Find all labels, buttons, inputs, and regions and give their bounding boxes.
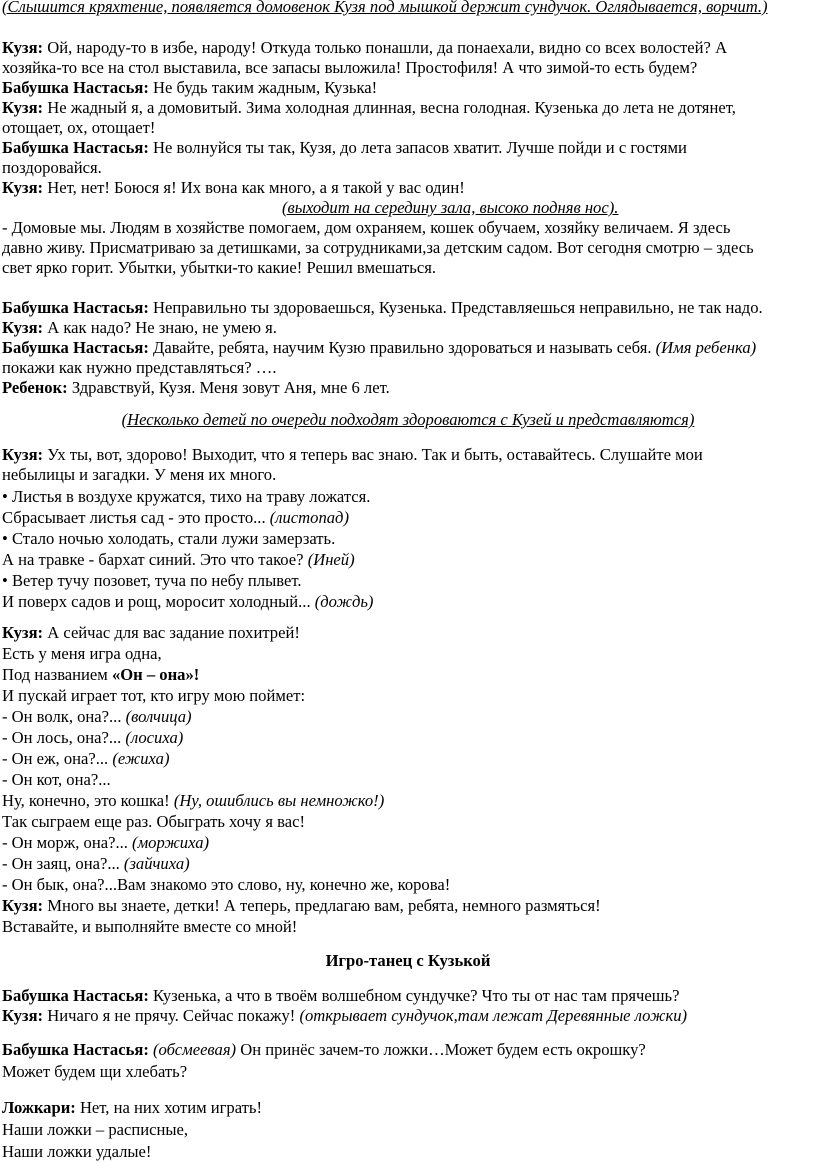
speaker-kuzya: Кузя: — [2, 178, 44, 197]
riddle-2-answer: (Иней) — [307, 550, 355, 569]
speaker-kuzya: Кузя: — [2, 896, 44, 915]
speaker-babushka: Бабушка Настасья: — [2, 298, 149, 317]
game-q3: - Он еж, она?... (ежиха) — [2, 749, 170, 768]
speaker-kuzya: Кузя: — [2, 38, 44, 57]
speaker-kuzya: Кузя: — [2, 1006, 44, 1025]
paragraph-lozhkari-line3: Наши ложки удалые! — [2, 1142, 152, 1161]
speaker-kuzya: Кузя: — [2, 318, 44, 337]
stage-direction-1: (выходит на середину зала, высоко подняв нос). — [282, 198, 619, 217]
paragraph-kuzya-4: Кузя: А как надо? Не знаю, не умею я. — [2, 318, 277, 337]
paragraph-kuzya-6-line2: Вставайте, и выполняйте вместе со мной! — [2, 917, 298, 936]
game-line5: Ну, конечно, это кошка! (Ну, ошиблись вы немножко!) — [2, 791, 385, 810]
riddle-3-line1: • Ветер тучу позовет, туча по небу плывет. — [2, 571, 302, 590]
game-intro: Кузя: А сейчас для вас задание похитрей! — [2, 623, 300, 642]
riddle-1-answer: (листопад) — [269, 508, 349, 527]
riddle-2-line2: А на травке - бархат синий. Это что такое? (Иней) — [2, 550, 355, 569]
paragraph-babushka-2-line2: поздоровайся. — [2, 158, 102, 177]
game-q4: - Он кот, она?... — [2, 770, 111, 789]
speaker-kuzya: Кузя: — [2, 445, 44, 464]
paragraph-babushka-6-line2: Может будем щи хлебать? — [2, 1062, 188, 1081]
paragraph-kuzya-1-line2: хозяйка-то все на стол выставила, все запасы выложила! Простофиля! А что зимой-то есть будем? — [2, 58, 698, 77]
speaker-kuzya: Кузя: — [2, 623, 44, 642]
paragraph-babushka-3: Бабушка Настасья: Неправильно ты здороваешься, Кузенька. Представляешься неправильно, не так надо. — [2, 298, 763, 317]
paragraph-babushka-6: Бабушка Настасья: (обсмеевая) Он принёс зачем-то ложки…Может будем есть окрошку? — [2, 1040, 646, 1059]
paragraph-kuzya-3: Кузя: Нет, нет! Боюся я! Их вона как много, а я такой у вас один! — [2, 178, 465, 197]
game-line6: Так сыграем еще раз. Обыграть хочу я вас! — [2, 812, 306, 831]
paragraph-babushka-5: Бабушка Настасья: Кузенька, а что в твоём волшебном сундучке? Что ты от нас там прячешь? — [2, 986, 680, 1005]
paragraph-rebenok: Ребенок: Здравствуй, Кузя. Меня зовут Аня, мне 6 лет. — [2, 378, 390, 397]
paragraph-kuzya-2: Кузя: Не жадный я, а домовитый. Зима холодная длинная, весна голодная. Кузенька до лета не дотянет, — [2, 98, 736, 117]
riddle-1-line1: • Листья в воздухе кружатся, тихо на траву ложатся. — [2, 487, 371, 506]
paragraph-kuzya-1: Кузя: Ой, народу-то в избе, народу! Откуда только понашли, да понаехали, видно со всех волостей? А — [2, 38, 728, 57]
riddle-1-line2: Сбрасывает листья сад - это просто... (листопад) — [2, 508, 349, 527]
paragraph-domovye-line3: свет ярко горит. Убытки, убытки-то какие! Решил вмешаться. — [2, 258, 436, 277]
speaker-babushka: Бабушка Настасья: — [2, 1040, 149, 1059]
speaker-babushka: Бабушка Настасья: — [2, 78, 149, 97]
riddle-2-line1: • Стало ночью холодать, стали лужи замерзать. — [2, 529, 336, 548]
stage-direction-intro: (Слышится кряхтение, появляется домовенок Кузя под мышкой держит сундучок. Оглядывается, ворчит.) — [2, 0, 768, 16]
section-heading: Игро-танец с Кузькой — [325, 951, 491, 970]
game-q7: - Он заяц, она?... (зайчиха) — [2, 854, 190, 873]
game-q8: - Он бык, она?...Вам знакомо это слово, ну, конечно же, корова! — [2, 875, 451, 894]
game-q2: - Он лось, она?... (лосиха) — [2, 728, 184, 747]
paragraph-kuzya-7: Кузя: Ничаго я не прячу. Сейчас покажу! (открывает сундучок,там лежат Деревянные ложки) — [2, 1006, 688, 1025]
paragraph-babushka-2: Бабушка Настасья: Не волнуйся ты так, Кузя, до лета запасов хватит. Лучше пойди и с гостями — [2, 138, 687, 157]
game-line2: Есть у меня игра одна, — [2, 644, 162, 663]
paragraph-kuzya-6: Кузя: Много вы знаете, детки! А теперь, предлагаю вам, ребята, немного размяться! — [2, 896, 601, 915]
paragraph-kuzya-5: Кузя: Ух ты, вот, здорово! Выходит, что я теперь вас знаю. Так и быть, оставайтесь. Слушайте мои — [2, 445, 703, 464]
speaker-babushka: Бабушка Настасья: — [2, 338, 149, 357]
riddle-3-answer: (дождь) — [314, 592, 374, 611]
game-q1: - Он волк, она?... (волчица) — [2, 707, 192, 726]
paragraph-domovye: - Домовые мы. Людям в хозяйстве помогаем, дом охраняем, кошек обучаем, хозяйку величаем. Я здесь — [2, 218, 731, 237]
game-q6: - Он морж, она?... (моржиха) — [2, 833, 210, 852]
paragraph-kuzya-2-line2: отощает, ох, отощает! — [2, 118, 156, 137]
game-title: «Он – она»! — [111, 665, 200, 684]
paragraph-babushka-4-line2: покажи как нужно представляться? …. — [2, 358, 277, 377]
stage-direction-2: (Несколько детей по очереди подходят здороваются с Кузей и представляются) — [121, 410, 695, 429]
riddle-3-line2: И поверх садов и рощ, моросит холодный... (дождь) — [2, 592, 374, 611]
paragraph-babushka-1: Бабушка Настасья: Не будь таким жадным, Кузька! — [2, 78, 378, 97]
paragraph-babushka-4: Бабушка Настасья: Давайте, ребята, научим Кузю правильно здороваться и называть себя. (Имя ребенка) — [2, 338, 757, 357]
speaker-rebenok: Ребенок: — [2, 378, 68, 397]
paragraph-lozhkari-line2: Наши ложки – расписные, — [2, 1120, 189, 1139]
paragraph-domovye-line2: давно живу. Присматриваю за детишками, за сотрудниками,за детским садом. Вот сегодня смотрю – здесь — [2, 238, 754, 257]
paragraph-lozhkari: Ложкари: Нет, на них хотим играть! — [2, 1098, 262, 1117]
game-line3: Под названием «Он – она»! — [2, 665, 200, 684]
paragraph-kuzya-5-line2: небылицы и загадки. У меня их много. — [2, 465, 277, 484]
speaker-babushka: Бабушка Настасья: — [2, 986, 149, 1005]
speaker-lozhkari: Ложкари: — [2, 1098, 76, 1117]
speaker-babushka: Бабушка Настасья: — [2, 138, 149, 157]
speaker-kuzya: Кузя: — [2, 98, 44, 117]
game-line4: И пускай играет тот, кто игру мою поймет: — [2, 686, 306, 705]
